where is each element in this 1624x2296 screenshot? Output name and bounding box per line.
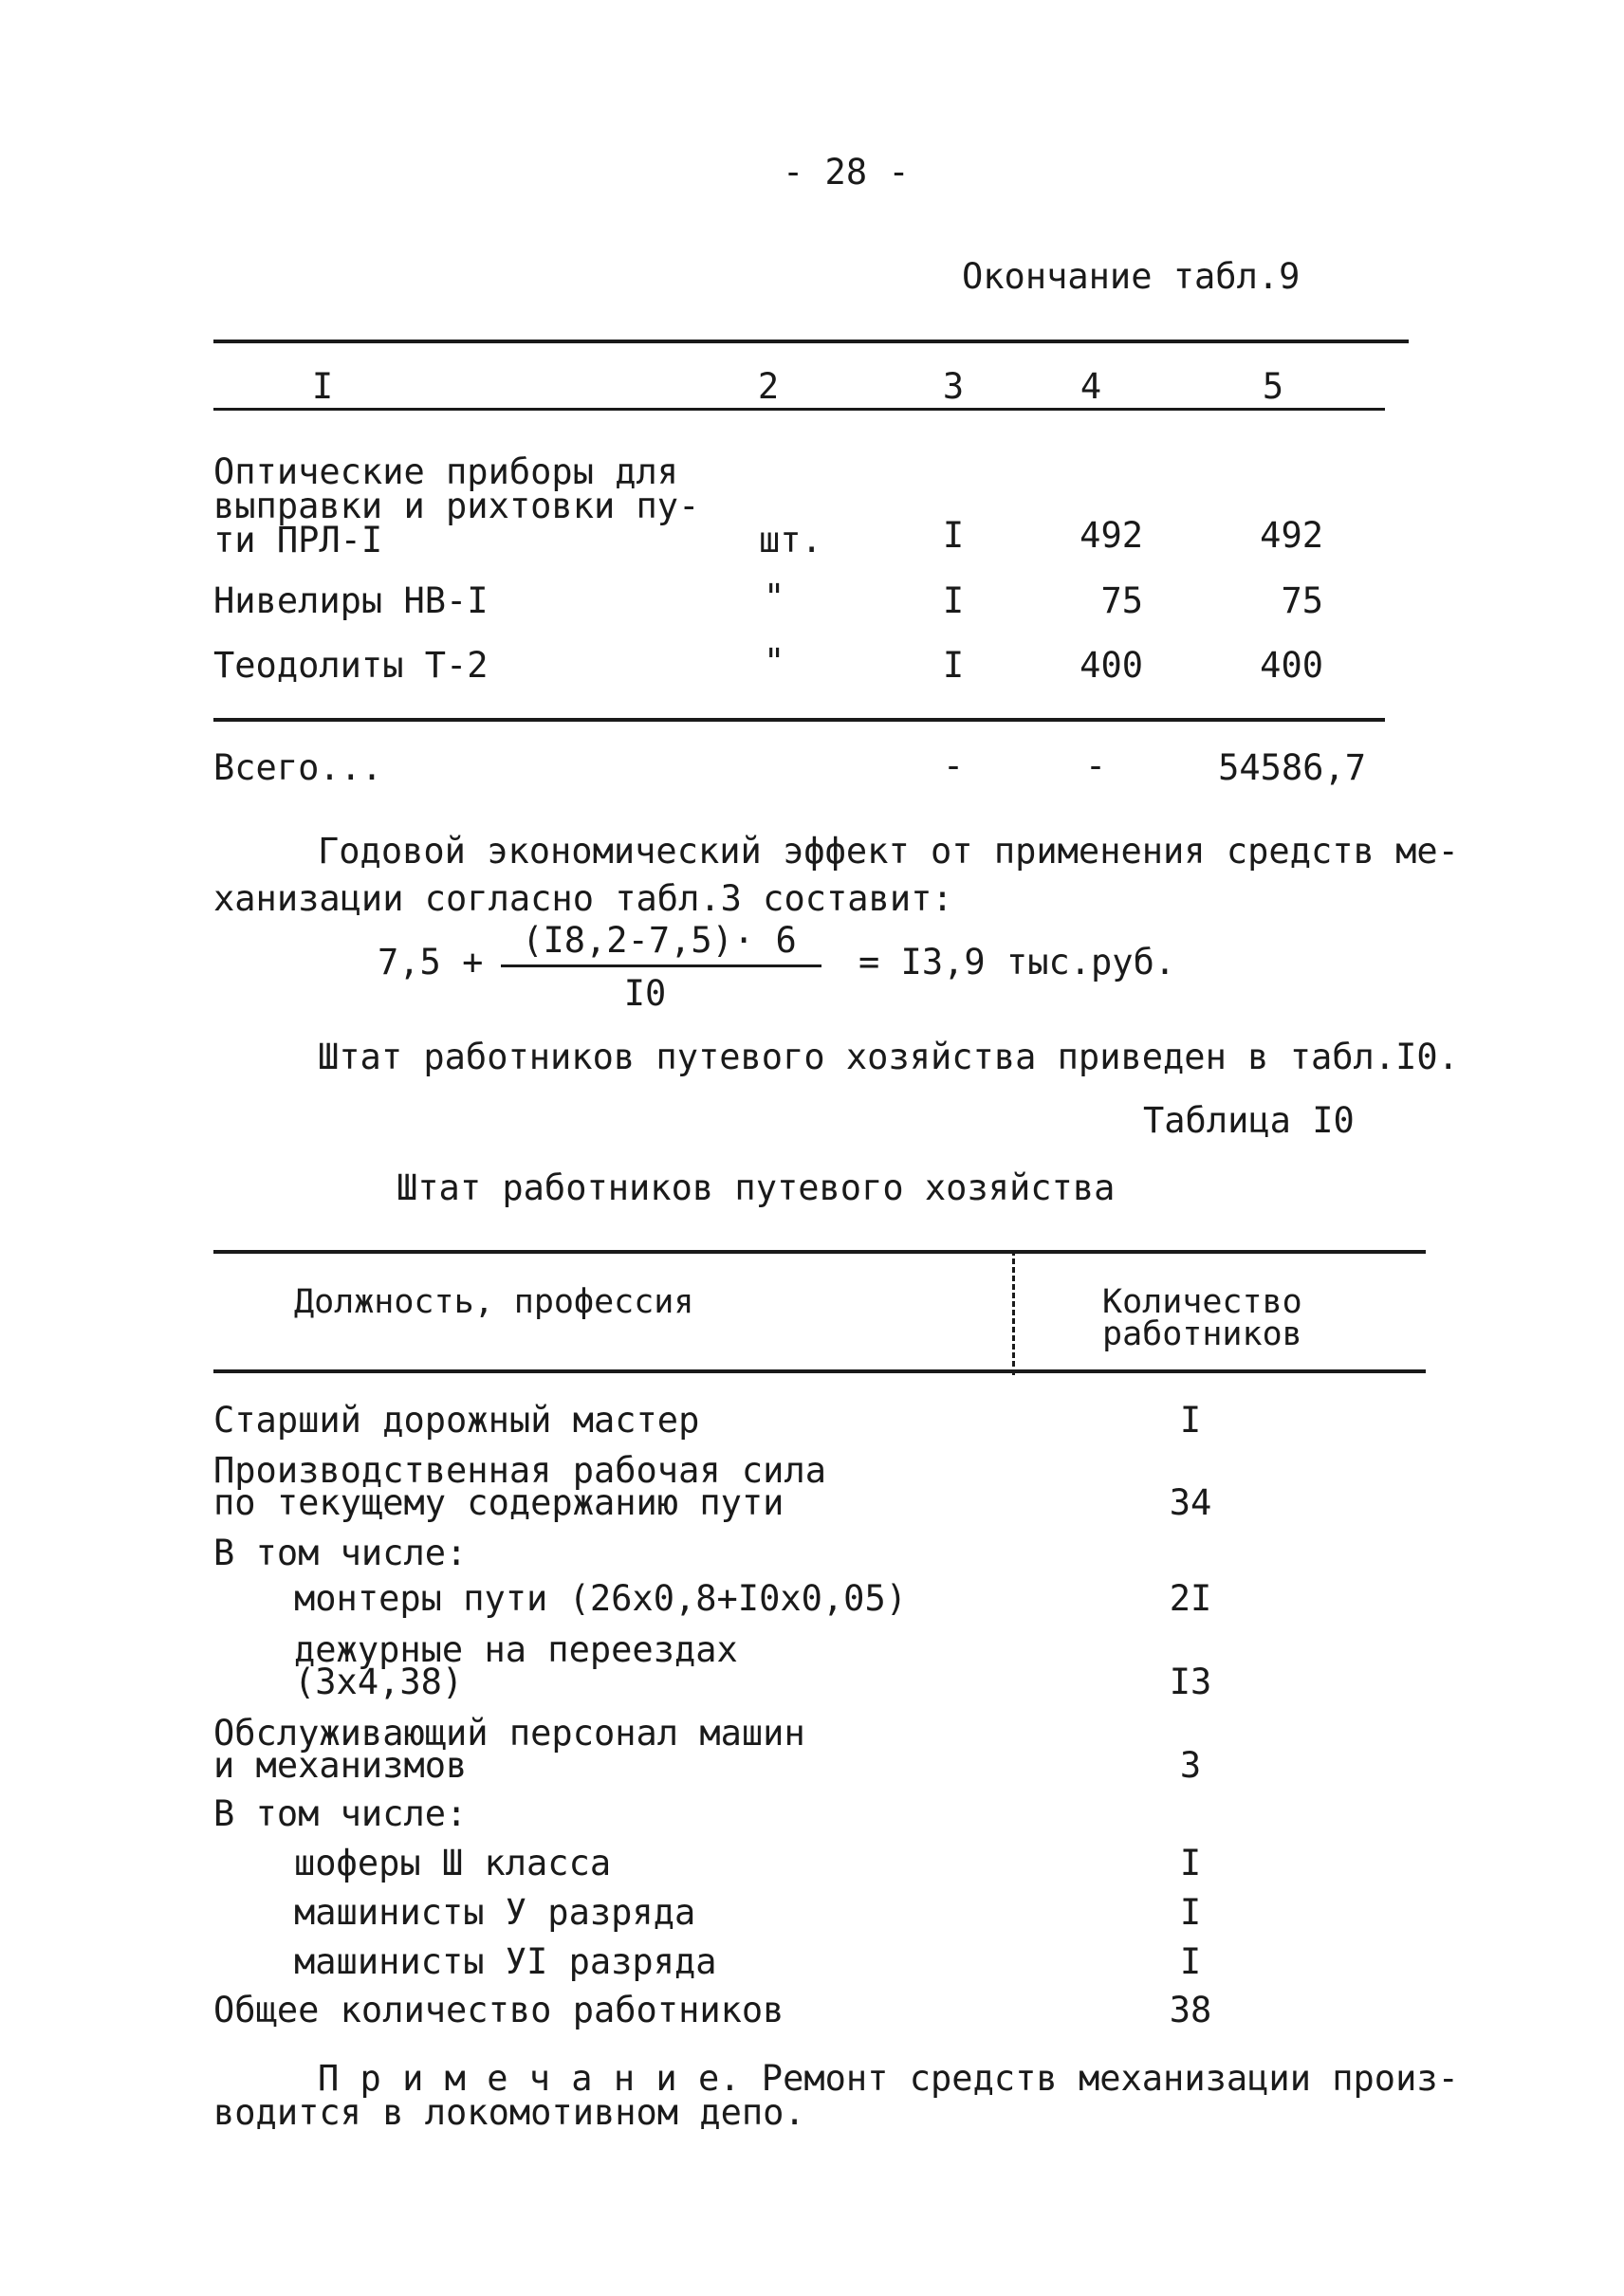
table10-header-rule: [213, 1369, 1426, 1373]
table9-row-qty: I: [942, 580, 965, 621]
table10-row-value: I: [1179, 1400, 1202, 1441]
formula-result: = I3,9 тыс.руб.: [858, 942, 1176, 983]
table10-row-value: I3: [1169, 1662, 1212, 1702]
table9-colnum-4: 4: [1080, 366, 1102, 407]
formula-lead: 7,5 +: [378, 942, 484, 983]
table10-row-label: машинисты У разряда: [294, 1892, 696, 1933]
formula-numerator: (I8,2-7,5)· 6: [522, 920, 797, 961]
table10-row-label: В том числе:: [213, 1533, 468, 1573]
table9-colnum-1: I: [311, 366, 334, 407]
table9-row-total: 400: [1260, 645, 1323, 686]
table9-row-qty: I: [942, 645, 965, 686]
table9-row-price: 400: [1080, 645, 1143, 686]
note-label: П р и м е ч а н и е.: [318, 2058, 741, 2099]
table9-row-price: 492: [1080, 515, 1143, 556]
table10-header-count-line1: Количество: [1102, 1283, 1302, 1321]
table9-total-value: 54586,7: [1218, 747, 1366, 788]
table9-row-name: выправки и рихтовки пу-: [213, 486, 700, 526]
table9-row-unit: шт.: [759, 520, 822, 560]
table9-row-name: ти ПРЛ-I: [213, 520, 383, 560]
table10-row-value: I: [1179, 1892, 1202, 1933]
table10-row-label: Старший дорожный мастер: [213, 1400, 700, 1441]
table9-row-total: 75: [1281, 580, 1323, 621]
table9-colnum-3: 3: [942, 366, 965, 407]
table10-row-value: 34: [1169, 1482, 1212, 1523]
table10-row-label: монтеры пути (26х0,8+I0х0,05): [294, 1578, 908, 1619]
table9-top-rule: [213, 340, 1409, 343]
table10-row-value: 2I: [1169, 1578, 1212, 1619]
table10-row-value: I: [1179, 1941, 1202, 1982]
table9-bottom-rule: [213, 718, 1385, 722]
table9-continuation-title: Окончание табл.9: [962, 256, 1301, 297]
table10-row-value: 3: [1179, 1745, 1202, 1786]
formula-denominator: I0: [623, 973, 667, 1014]
table9-row-qty: I: [942, 515, 965, 556]
table10-row-label: (3х4,38): [294, 1662, 464, 1702]
table10-title: Штат работников путевого хозяйства: [397, 1167, 1116, 1208]
table10-row-label: по текущему содержанию пути: [213, 1482, 784, 1523]
page-number: - 28 -: [783, 152, 910, 193]
table10-top-rule: [213, 1250, 1426, 1254]
table10-row-label: дежурные на переездах: [294, 1629, 738, 1670]
paragraph-effect-line1: Годовой экономический эффект от применения средств ме-: [318, 831, 1459, 872]
note-line2: водится в локомотивном депо.: [213, 2092, 805, 2133]
table9-row-unit: ": [764, 641, 785, 682]
note-text: Ремонт средств механизации произ-: [740, 2058, 1459, 2099]
table9-row-name: Оптические приборы для: [213, 451, 679, 492]
table10-row-value: I: [1179, 1843, 1202, 1883]
table10-row-label: В том числе:: [213, 1793, 468, 1834]
table9-row-name: Теодолиты Т-2: [213, 645, 489, 686]
table10-row-label: Обслуживающий персонал машин: [213, 1713, 805, 1754]
table10-header-position: Должность, профессия: [294, 1283, 694, 1321]
table9-row-price: 75: [1100, 580, 1143, 621]
table9-row-unit: ": [764, 577, 785, 617]
table9-total-label: Всего...: [213, 747, 383, 788]
table9-colnum-2: 2: [757, 366, 780, 407]
table10-label: Таблица I0: [1143, 1100, 1355, 1141]
table10-row-value: 38: [1169, 1990, 1212, 2030]
table9-header-rule: [213, 408, 1385, 411]
formula-fraction-bar: [501, 964, 821, 967]
table10-header-count-line2: работников: [1102, 1315, 1302, 1353]
table9-colnum-5: 5: [1262, 366, 1284, 407]
table9-total-col4: -: [1084, 745, 1107, 786]
table10-row-label: машинисты УI разряда: [294, 1941, 717, 1982]
table10-row-label: Общее количество работников: [213, 1990, 784, 2030]
table10-row-label: шоферы Ш класса: [294, 1843, 612, 1883]
table10-row-label: Производственная рабочая сила: [213, 1450, 827, 1491]
table10-column-divider: [1012, 1250, 1015, 1375]
table9-row-name: Нивелиры НВ-I: [213, 580, 489, 621]
table9-row-total: 492: [1260, 515, 1323, 556]
paragraph-staff-reference: Штат работников путевого хозяйства приведен в табл.I0.: [318, 1037, 1459, 1077]
paragraph-effect-line2: ханизации согласно табл.3 составит:: [213, 878, 953, 919]
table9-total-col3: -: [942, 745, 965, 786]
table10-row-label: и механизмов: [213, 1745, 468, 1786]
